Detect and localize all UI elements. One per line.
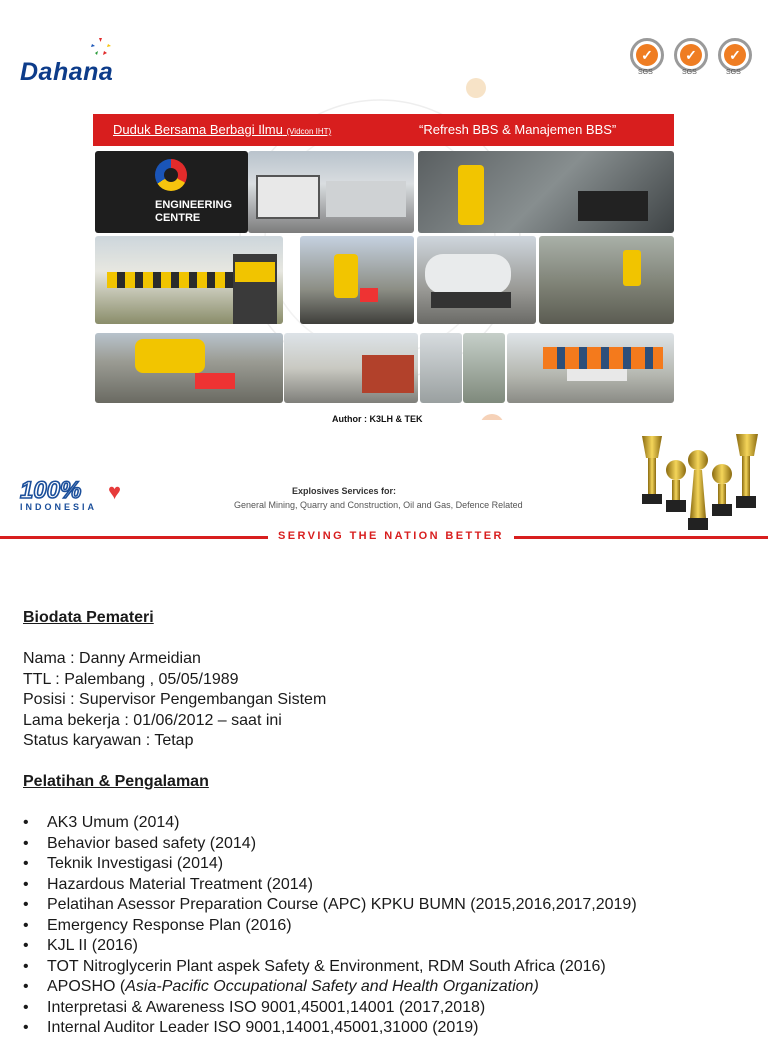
vehicle-inspection-photo [418,151,674,233]
workers-line-photo [95,236,283,324]
hillside-worker-photo [539,236,674,324]
heart-icon: ♥ [108,479,122,504]
tagline: SERVING THE NATION BETTER [268,530,514,542]
rescue-drill-photo [507,333,674,403]
logo-star-icon [86,36,116,58]
training-list [23,813,753,1039]
biodata-line: Status karyawan : Tetap [23,732,194,749]
list-item: • Pelatihan Asessor Preparation Course (APC) KPKU BUMN (2015,2016,2017,2019) [23,895,753,916]
list-item: • KJL II (2016) [23,936,753,957]
list-item: • Interpretasi & Awareness ISO 9001,45001,14001 (2017,2018) [23,998,753,1019]
check-icon: ✓ [680,44,702,66]
list-item: • APOSHO (Asia-Pacific Occupational Safety and Health Organization) [23,977,753,998]
field-worker-photo [300,236,414,324]
collage-small-photo [463,333,505,403]
services-block [234,486,554,510]
list-item: • Teknik Investigasi (2014) [23,854,753,875]
check-icon: ✓ [636,44,658,66]
check-icon: ✓ [724,44,746,66]
detector-photo [95,333,283,403]
trophies-image [636,430,764,534]
biodata-title: Biodata Pemateri [23,609,154,626]
services-heading: Explosives Services for: [291,486,397,496]
list-item: • AK3 Umum (2014) [23,813,753,834]
biodata-line: Nama : Danny Armeidian [23,650,201,667]
document-body [23,608,753,1039]
facility-photo [284,333,418,403]
slide-banner [93,114,674,146]
training-title: Pelatihan & Pengalaman [23,773,209,790]
tanker-truck-photo [417,236,536,324]
dahana-logo [20,36,130,86]
sgs-certifications [628,36,758,80]
biodata-line: Posisi : Supervisor Pengembangan Sistem [23,691,327,708]
sgs-badge: ✓ SGS [628,36,669,78]
banner-right: “Refresh BBS & Manajemen BBS” [419,122,617,137]
engineering-logo-icon [155,159,187,191]
engineering-centre-photo: ENGINEERING CENTRE [95,151,248,233]
slide-author: Author : K3LH & TEK [332,414,423,424]
biodata-line: TTL : Palembang , 05/05/1989 [23,670,239,688]
sgs-badge: ✓ SGS [716,36,757,78]
list-item: • Internal Auditor Leader ISO 9001,14001,45001,31000 (2019) [23,1018,753,1039]
sgs-badge: ✓ SGS [672,36,713,78]
list-item: • Hazardous Material Treatment (2014) [23,875,753,896]
services-list: General Mining, Quarry and Construction, Oil and Gas, Defence Related [234,500,523,510]
brand-name: Dahana [20,58,114,86]
banner-left: Duduk Bersama Berbagi Ilmu (Vidcon IHT) [113,122,332,137]
list-item: • Behavior based safety (2014) [23,834,753,855]
biodata-line: Lama bekerja : 01/06/2012 – saat ini [23,711,282,729]
list-item: • Emergency Response Plan (2016) [23,916,753,937]
trucks-photo [248,151,414,233]
list-item: • TOT Nitroglycerin Plant aspek Safety & Environment, RDM South Africa (2016) [23,957,753,978]
collage-small-photo [420,333,462,403]
indonesia-logo: 100% ♥ INDONESIA [20,477,122,512]
